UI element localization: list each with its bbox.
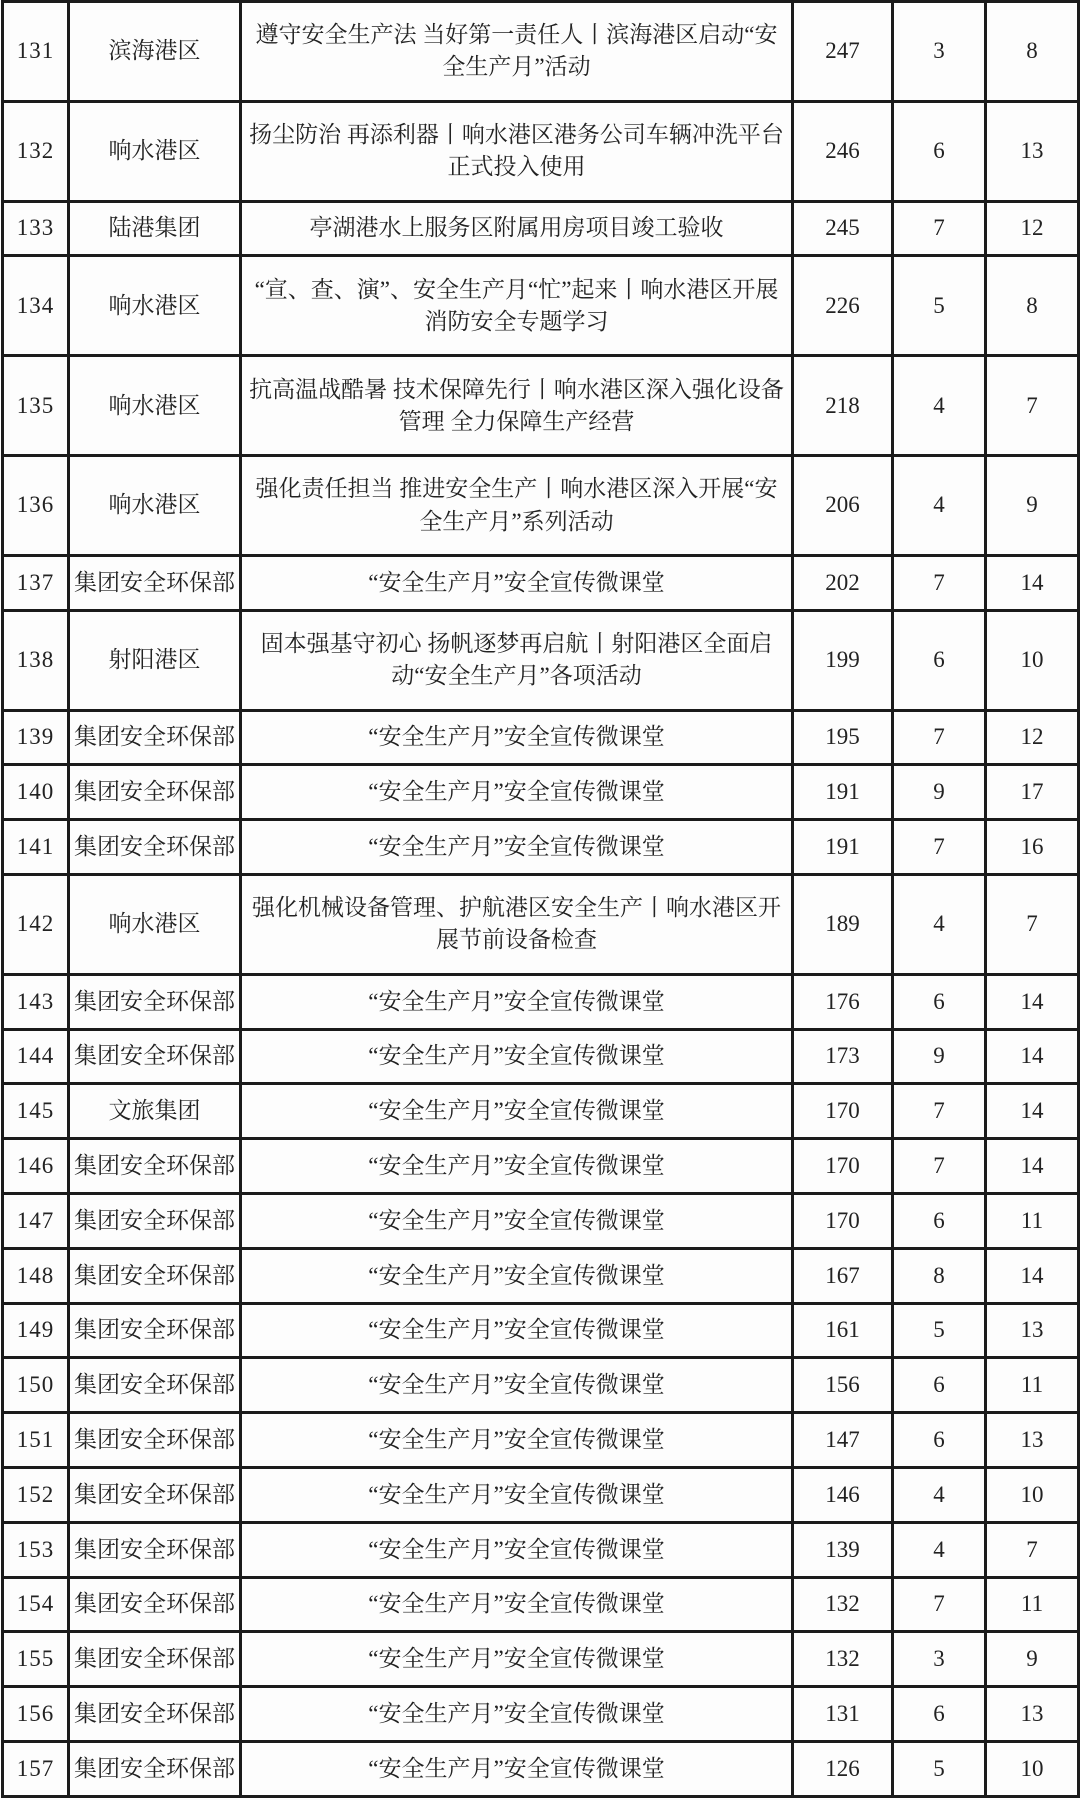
metric-1-cell: 132 (793, 1577, 893, 1632)
metric-2-cell: 7 (893, 201, 986, 256)
metric-3-cell: 17 (986, 765, 1079, 820)
metric-2-cell: 6 (893, 101, 986, 201)
row-number-cell: 145 (3, 1084, 69, 1139)
title-cell: “安全生产月”安全宣传微课堂 (241, 1522, 793, 1577)
metric-2-cell: 6 (893, 974, 986, 1029)
department-cell: 射阳港区 (69, 610, 241, 710)
row-number-cell: 154 (3, 1577, 69, 1632)
department-cell: 集团安全环保部 (69, 765, 241, 820)
department-cell: 滨海港区 (69, 2, 241, 102)
department-cell: 集团安全环保部 (69, 1741, 241, 1796)
title-cell: “安全生产月”安全宣传微课堂 (241, 1248, 793, 1303)
title-cell: “安全生产月”安全宣传微课堂 (241, 710, 793, 765)
metric-2-cell: 7 (893, 710, 986, 765)
row-number-cell: 148 (3, 1248, 69, 1303)
row-number-cell: 141 (3, 820, 69, 875)
title-cell: “安全生产月”安全宣传微课堂 (241, 1632, 793, 1687)
metric-2-cell: 4 (893, 356, 986, 456)
title-cell: “安全生产月”安全宣传微课堂 (241, 1467, 793, 1522)
department-cell: 集团安全环保部 (69, 1029, 241, 1084)
table-row (3, 1139, 1079, 1194)
row-number-cell: 138 (3, 610, 69, 710)
metric-2-cell: 3 (893, 2, 986, 102)
row-number-cell: 157 (3, 1741, 69, 1796)
metric-1-cell: 176 (793, 974, 893, 1029)
department-cell: 集团安全环保部 (69, 1358, 241, 1413)
metric-3-cell: 7 (986, 1522, 1079, 1577)
metric-2-cell: 6 (893, 1358, 986, 1413)
row-number-cell: 135 (3, 356, 69, 456)
metric-3-cell: 13 (986, 101, 1079, 201)
metric-1-cell: 195 (793, 710, 893, 765)
metric-1-cell: 156 (793, 1358, 893, 1413)
metric-1-cell: 146 (793, 1467, 893, 1522)
metric-1-cell: 167 (793, 1248, 893, 1303)
table-row (3, 710, 1079, 765)
row-number-cell: 152 (3, 1467, 69, 1522)
metric-3-cell: 12 (986, 201, 1079, 256)
metric-1-cell: 147 (793, 1413, 893, 1468)
report-table (1, 0, 1080, 1798)
table-row (3, 555, 1079, 610)
metric-2-cell: 6 (893, 610, 986, 710)
metric-1-cell: 206 (793, 456, 893, 556)
row-number-cell: 144 (3, 1029, 69, 1084)
department-cell: 响水港区 (69, 356, 241, 456)
metric-1-cell: 226 (793, 256, 893, 356)
table-row (3, 1358, 1079, 1413)
table-row (3, 1413, 1079, 1468)
metric-2-cell: 7 (893, 1084, 986, 1139)
metric-1-cell: 199 (793, 610, 893, 710)
row-number-cell: 137 (3, 555, 69, 610)
metric-3-cell: 14 (986, 1029, 1079, 1084)
metric-2-cell: 7 (893, 820, 986, 875)
metric-1-cell: 191 (793, 765, 893, 820)
metric-3-cell: 12 (986, 710, 1079, 765)
title-cell: 扬尘防治 再添利器丨响水港区港务公司车辆冲洗平台正式投入使用 (241, 101, 793, 201)
department-cell: 集团安全环保部 (69, 1522, 241, 1577)
department-cell: 集团安全环保部 (69, 820, 241, 875)
department-cell: 响水港区 (69, 874, 241, 974)
table-row (3, 356, 1079, 456)
row-number-cell: 143 (3, 974, 69, 1029)
metric-2-cell: 9 (893, 1029, 986, 1084)
metric-2-cell: 9 (893, 765, 986, 820)
metric-1-cell: 247 (793, 2, 893, 102)
table-row (3, 1029, 1079, 1084)
department-cell: 集团安全环保部 (69, 1303, 241, 1358)
metric-3-cell: 11 (986, 1358, 1079, 1413)
table-row (3, 256, 1079, 356)
row-number-cell: 133 (3, 201, 69, 256)
row-number-cell: 146 (3, 1139, 69, 1194)
metric-3-cell: 13 (986, 1687, 1079, 1742)
metric-3-cell: 10 (986, 610, 1079, 710)
title-cell: “安全生产月”安全宣传微课堂 (241, 974, 793, 1029)
metric-1-cell: 245 (793, 201, 893, 256)
table-row (3, 201, 1079, 256)
title-cell: “宣、查、演”、安全生产月“忙”起来丨响水港区开展消防安全专题学习 (241, 256, 793, 356)
row-number-cell: 132 (3, 101, 69, 201)
metric-3-cell: 14 (986, 974, 1079, 1029)
metric-1-cell: 132 (793, 1632, 893, 1687)
metric-3-cell: 11 (986, 1577, 1079, 1632)
row-number-cell: 156 (3, 1687, 69, 1742)
table-row (3, 1467, 1079, 1522)
title-cell: “安全生产月”安全宣传微课堂 (241, 555, 793, 610)
title-cell: 固本强基守初心 扬帆逐梦再启航丨射阳港区全面启动“安全生产月”各项活动 (241, 610, 793, 710)
metric-3-cell: 14 (986, 1248, 1079, 1303)
table-body (3, 2, 1079, 1797)
department-cell: 陆港集团 (69, 201, 241, 256)
row-number-cell: 131 (3, 2, 69, 102)
table-row (3, 765, 1079, 820)
row-number-cell: 142 (3, 874, 69, 974)
row-number-cell: 134 (3, 256, 69, 356)
metric-3-cell: 14 (986, 555, 1079, 610)
metric-3-cell: 13 (986, 1303, 1079, 1358)
title-cell: “安全生产月”安全宣传微课堂 (241, 765, 793, 820)
department-cell: 集团安全环保部 (69, 1248, 241, 1303)
row-number-cell: 155 (3, 1632, 69, 1687)
department-cell: 集团安全环保部 (69, 1467, 241, 1522)
table-row (3, 974, 1079, 1029)
title-cell: 抗高温战酷暑 技术保障先行丨响水港区深入强化设备管理 全力保障生产经营 (241, 356, 793, 456)
row-number-cell: 151 (3, 1413, 69, 1468)
metric-2-cell: 6 (893, 1413, 986, 1468)
row-number-cell: 136 (3, 456, 69, 556)
department-cell: 集团安全环保部 (69, 1139, 241, 1194)
metric-1-cell: 191 (793, 820, 893, 875)
metric-1-cell: 202 (793, 555, 893, 610)
metric-2-cell: 7 (893, 555, 986, 610)
department-cell: 集团安全环保部 (69, 1193, 241, 1248)
department-cell: 响水港区 (69, 456, 241, 556)
metric-3-cell: 8 (986, 2, 1079, 102)
metric-2-cell: 4 (893, 1467, 986, 1522)
department-cell: 响水港区 (69, 256, 241, 356)
metric-3-cell: 16 (986, 820, 1079, 875)
department-cell: 集团安全环保部 (69, 710, 241, 765)
row-number-cell: 150 (3, 1358, 69, 1413)
title-cell: “安全生产月”安全宣传微课堂 (241, 1139, 793, 1194)
row-number-cell: 139 (3, 710, 69, 765)
metric-1-cell: 139 (793, 1522, 893, 1577)
metric-2-cell: 7 (893, 1139, 986, 1194)
department-cell: 响水港区 (69, 101, 241, 201)
table-row (3, 101, 1079, 201)
metric-3-cell: 7 (986, 874, 1079, 974)
table-row (3, 1248, 1079, 1303)
metric-3-cell: 14 (986, 1084, 1079, 1139)
metric-2-cell: 5 (893, 1303, 986, 1358)
metric-1-cell: 131 (793, 1687, 893, 1742)
department-cell: 集团安全环保部 (69, 1577, 241, 1632)
department-cell: 文旅集团 (69, 1084, 241, 1139)
title-cell: “安全生产月”安全宣传微课堂 (241, 1084, 793, 1139)
table-row (3, 1084, 1079, 1139)
metric-3-cell: 9 (986, 1632, 1079, 1687)
title-cell: “安全生产月”安全宣传微课堂 (241, 1029, 793, 1084)
table-row (3, 456, 1079, 556)
title-cell: “安全生产月”安全宣传微课堂 (241, 1193, 793, 1248)
department-cell: 集团安全环保部 (69, 1413, 241, 1468)
table-row (3, 1522, 1079, 1577)
metric-3-cell: 7 (986, 356, 1079, 456)
metric-3-cell: 10 (986, 1741, 1079, 1796)
metric-3-cell: 11 (986, 1193, 1079, 1248)
metric-1-cell: 173 (793, 1029, 893, 1084)
row-number-cell: 153 (3, 1522, 69, 1577)
title-cell: “安全生产月”安全宣传微课堂 (241, 1577, 793, 1632)
table-row (3, 610, 1079, 710)
department-cell: 集团安全环保部 (69, 1687, 241, 1742)
metric-2-cell: 7 (893, 1577, 986, 1632)
metric-2-cell: 3 (893, 1632, 986, 1687)
department-cell: 集团安全环保部 (69, 1632, 241, 1687)
metric-1-cell: 170 (793, 1193, 893, 1248)
metric-2-cell: 4 (893, 1522, 986, 1577)
table-row (3, 1687, 1079, 1742)
table-row (3, 2, 1079, 102)
title-cell: 遵守安全生产法 当好第一责任人丨滨海港区启动“安全生产月”活动 (241, 2, 793, 102)
title-cell: 亭湖港水上服务区附属用房项目竣工验收 (241, 201, 793, 256)
row-number-cell: 149 (3, 1303, 69, 1358)
department-cell: 集团安全环保部 (69, 974, 241, 1029)
metric-2-cell: 4 (893, 456, 986, 556)
metric-1-cell: 161 (793, 1303, 893, 1358)
metric-1-cell: 126 (793, 1741, 893, 1796)
metric-1-cell: 218 (793, 356, 893, 456)
metric-2-cell: 5 (893, 256, 986, 356)
table-row (3, 820, 1079, 875)
table-row (3, 1741, 1079, 1796)
metric-2-cell: 5 (893, 1741, 986, 1796)
title-cell: “安全生产月”安全宣传微课堂 (241, 1741, 793, 1796)
title-cell: “安全生产月”安全宣传微课堂 (241, 1303, 793, 1358)
table-row (3, 1577, 1079, 1632)
row-number-cell: 140 (3, 765, 69, 820)
metric-2-cell: 6 (893, 1193, 986, 1248)
metric-1-cell: 170 (793, 1139, 893, 1194)
title-cell: “安全生产月”安全宣传微课堂 (241, 1413, 793, 1468)
metric-1-cell: 246 (793, 101, 893, 201)
table-row (3, 1193, 1079, 1248)
table-row (3, 1303, 1079, 1358)
metric-1-cell: 170 (793, 1084, 893, 1139)
department-cell: 集团安全环保部 (69, 555, 241, 610)
title-cell: “安全生产月”安全宣传微课堂 (241, 1687, 793, 1742)
metric-1-cell: 189 (793, 874, 893, 974)
title-cell: 强化机械设备管理、护航港区安全生产丨响水港区开展节前设备检查 (241, 874, 793, 974)
metric-3-cell: 8 (986, 256, 1079, 356)
title-cell: “安全生产月”安全宣传微课堂 (241, 820, 793, 875)
metric-3-cell: 10 (986, 1467, 1079, 1522)
title-cell: 强化责任担当 推进安全生产丨响水港区深入开展“安全生产月”系列活动 (241, 456, 793, 556)
table-row (3, 874, 1079, 974)
metric-3-cell: 9 (986, 456, 1079, 556)
metric-3-cell: 14 (986, 1139, 1079, 1194)
metric-3-cell: 13 (986, 1413, 1079, 1468)
table-row (3, 1632, 1079, 1687)
row-number-cell: 147 (3, 1193, 69, 1248)
metric-2-cell: 4 (893, 874, 986, 974)
metric-2-cell: 8 (893, 1248, 986, 1303)
title-cell: “安全生产月”安全宣传微课堂 (241, 1358, 793, 1413)
metric-2-cell: 6 (893, 1687, 986, 1742)
